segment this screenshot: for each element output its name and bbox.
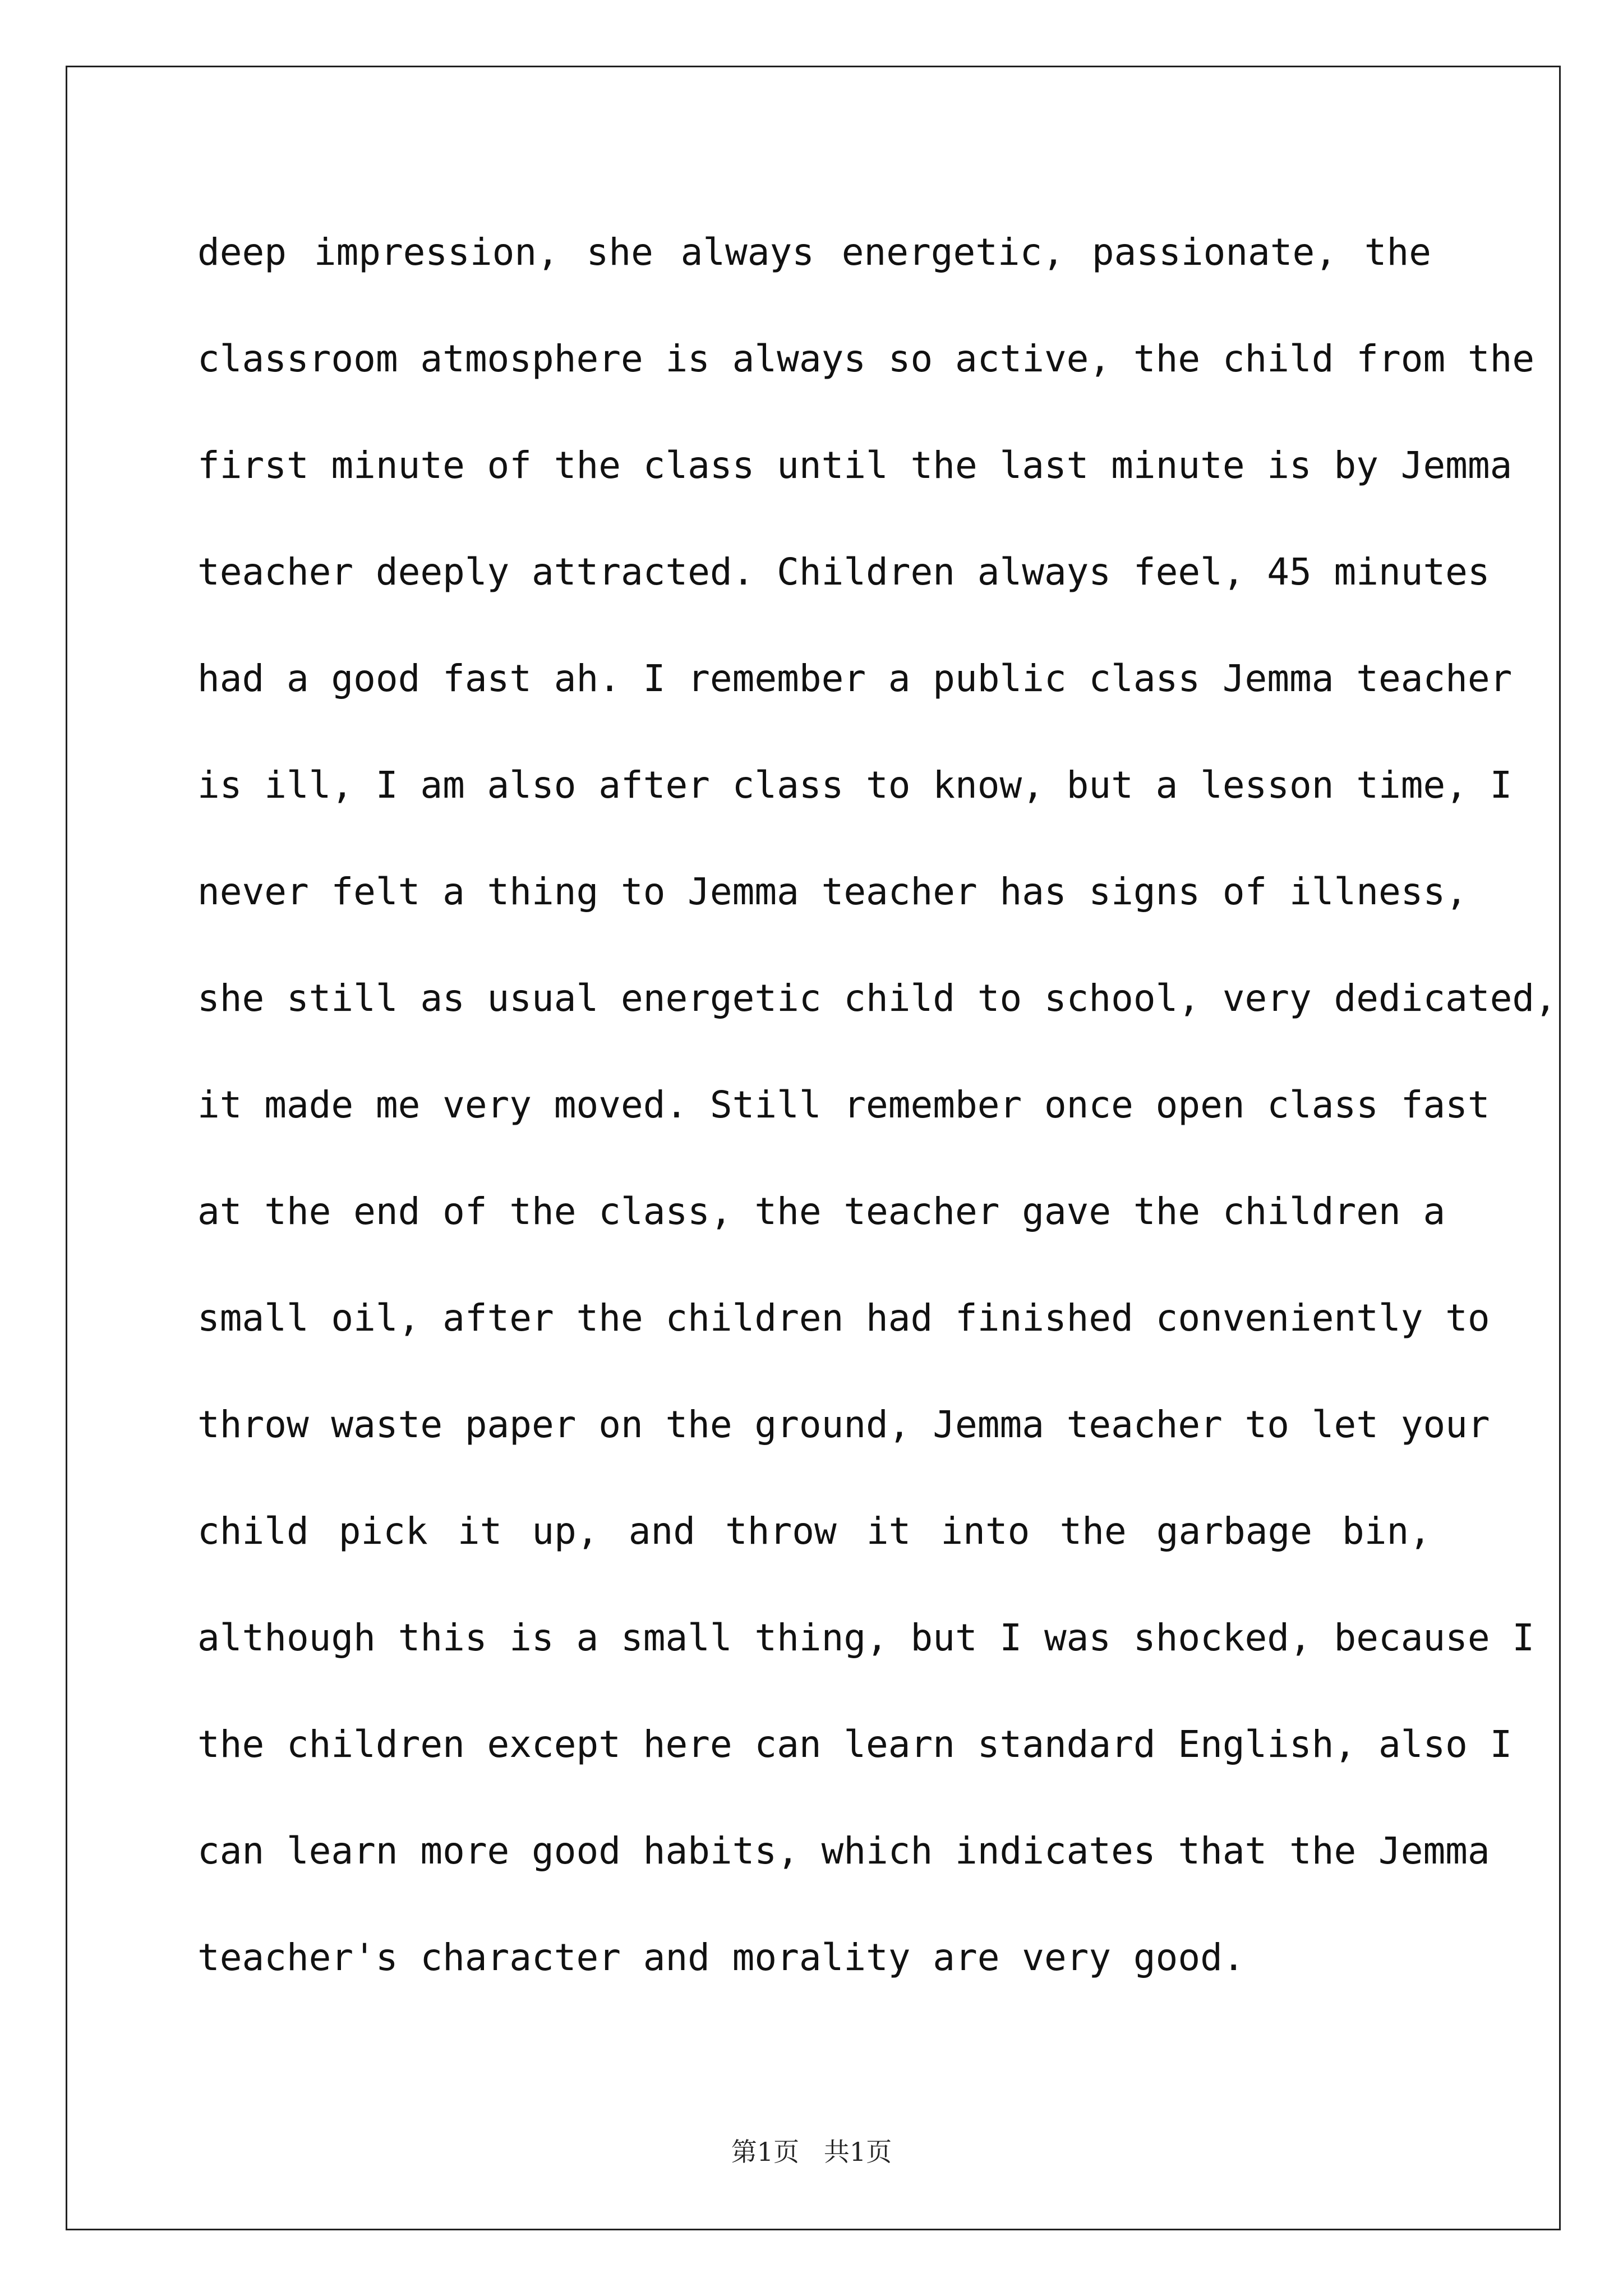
text-line: first minute of the class until the last minute is by Jemma — [197, 444, 1513, 487]
text-line: small oil, after the children had finished conveniently to — [197, 1296, 1490, 1340]
text-line: had a good fast ah. I remember a public class Jemma teacher — [197, 657, 1513, 700]
text-line: although this is a small thing, but I was shocked, because I — [197, 1616, 1535, 1659]
text-line: it made me very moved. Still remember once open class fast — [197, 1083, 1490, 1126]
text-line: is ill, I am also after class to know, but a lesson time, I — [197, 763, 1513, 807]
document-body — [197, 222, 1557, 2033]
text-line: teacher deeply attracted. Children always feel, 45 minutes — [197, 550, 1490, 593]
text-line: can learn more good habits, which indicates that the Jemma — [197, 1829, 1490, 1872]
text-line: classroom atmosphere is always so active, the child from the — [197, 337, 1535, 380]
text-line: throw waste paper on the ground, Jemma teacher to let your — [197, 1403, 1490, 1446]
page-number-footer: 第1页 共1页 — [731, 2137, 892, 2167]
text-line-last: teacher's character and morality are very good. — [197, 1936, 1245, 1979]
text-line: at the end of the class, the teacher gave the children a — [197, 1190, 1446, 1233]
text-line: deep impression, she always energetic, passionate, the — [197, 231, 1431, 274]
text-line: the children except here can learn standard English, also I — [197, 1723, 1513, 1766]
text-line: never felt a thing to Jemma teacher has signs of illness, — [197, 870, 1468, 913]
text-line: she still as usual energetic child to school, very dedicated, — [197, 977, 1557, 1020]
text-line: child pick it up, and throw it into the garbage bin, — [197, 1510, 1431, 1553]
